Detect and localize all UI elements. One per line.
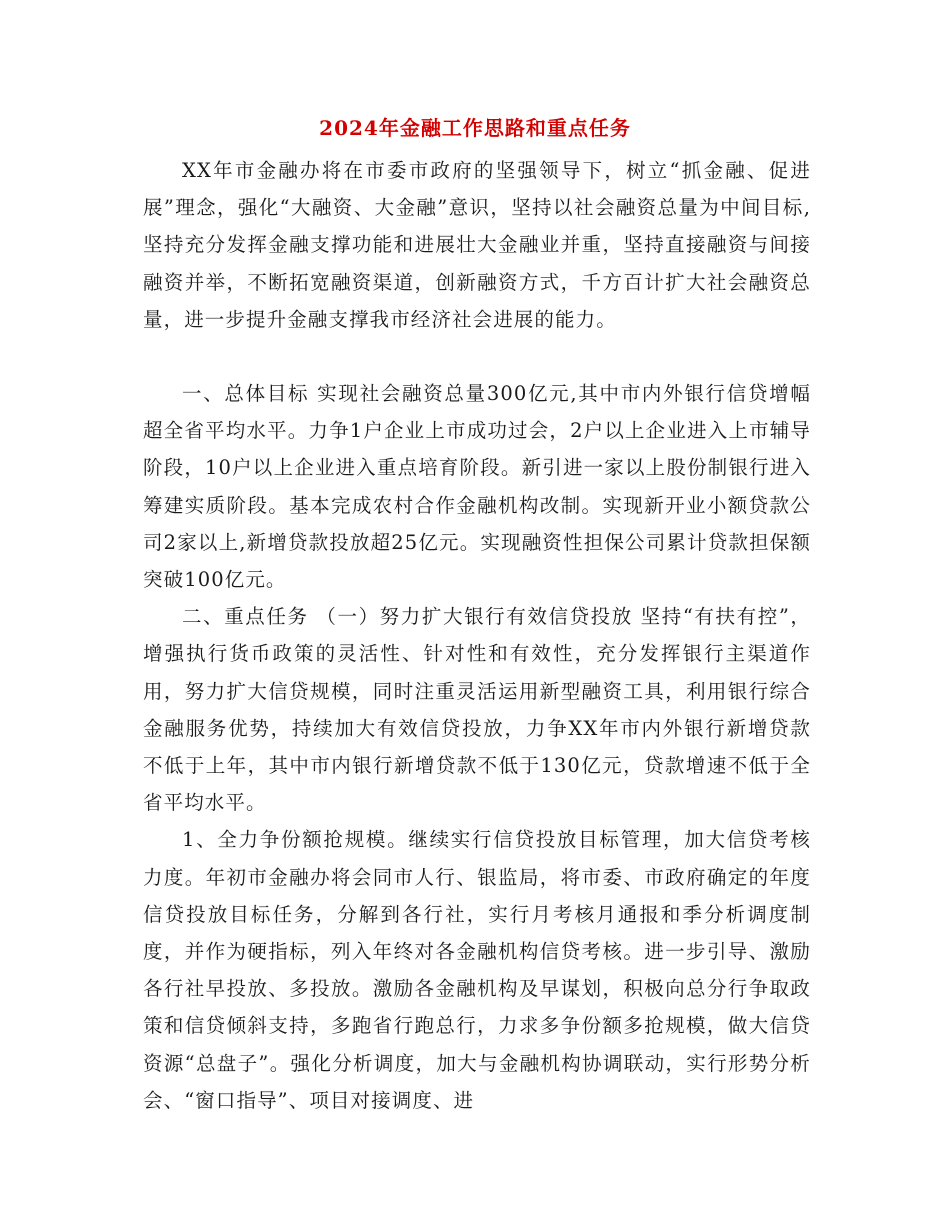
paragraph-task-1: 1、全力争份额抢规模。继续实行信贷投放目标管理，加大信贷考核力度。年初市金融办将会同市人行、银监局，将市委、市政府确定的年度信贷投放目标任务，分解到各行社，实行月考核月通报和季分析调度制度，并作为硬指标，列入年终对各金融机构信贷考核。进一步引导、激励各行社早投放、多投放。激励各金融机构及早谋划，积极向总分行争取政策和信贷倾斜支持，多跑省行跑总行，力求多争份额多抢规模，做大信贷资源“总盘子”。强化分析调度，加大与金融机构协调联动，实行形势分析会、“窗口指导”、项目对接调度、进 bbox=[143, 828, 811, 1112]
paragraph-intro: XX年市金融办将在市委市政府的坚强领导下，树立“抓金融、促进展”理念，强化“大融资、大金融”意识，坚持以社会融资总量为中间目标,坚持充分发挥金融支撑功能和进展壮大金融业并重，坚持直接融资与间接融资并举，不断拓宽融资渠道，创新融资方式，千方百计扩大社会融资总量，进一步提升金融支撑我市经济社会进展的能力。 bbox=[143, 159, 811, 331]
paragraph-overall-goals: 一、总体目标 实现社会融资总量300亿元,其中市内外银行信贷增幅超全省平均水平。力争1户企业上市成功过会，2户以上企业进入上市辅导阶段，10户以上企业进入重点培育阶段。新引进一家以上股份制银行进入筹建实质阶段。基本完成农村合作金融机构改制。实现新开业小额贷款公司2家以上,新增贷款投放超25亿元。实现融资性担保公司累计贷款担保额突破100亿元。 bbox=[143, 382, 811, 592]
paragraph-spacer bbox=[143, 338, 811, 375]
paragraph-key-tasks: 二、重点任务 （一）努力扩大银行有效信贷投放 坚持“有扶有控”，增强执行货币政策的灵活性、针对性和有效性，充分发挥银行主渠道作用，努力扩大信贷规模，同时注重灵活运用新型融资工具，利用银行综合金融服务优势，持续加大有效信贷投放，力争XX年市内外银行新增贷款不低于上年，其中市内银行新增贷款不低于130亿元，贷款增速不低于全省平均水平。 bbox=[143, 605, 811, 815]
document-title: 2024年金融工作思路和重点任务 bbox=[319, 116, 631, 140]
document-body bbox=[143, 152, 811, 1119]
